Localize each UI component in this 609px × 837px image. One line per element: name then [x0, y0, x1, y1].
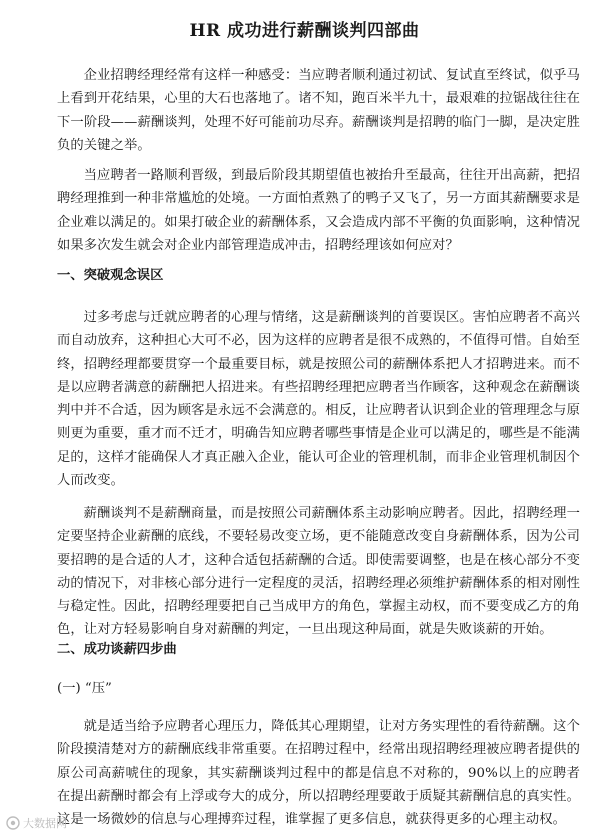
watermark-logo-icon — [6, 816, 20, 830]
paragraph-1: 企业招聘经理经常有这样一种感受：当应聘者顺利通过初试、复试直至终试，似乎马上看到开花结果，心里的大石也落地了。诸不知，跑百米半九十，最艰难的拉锯战往往在下一阶段——薪酬谈判，处理不好可能前功尽弃。薪酬谈判是招聘的临门一脚，是决定胜负的关键之举。 — [57, 68, 580, 153]
paragraph-3: 过多考虑与迁就应聘者的心理与情绪，这是薪酬谈判的首要误区。害怕应聘者不高兴而自动放弃，这种担心大可不必，因为这样的应聘者是很不成熟的，不值得可惜。自始至终，招聘经理都要贯穿一个最重要目标，就是按照公司的薪酬体系把人才招聘进来。而不是以应聘者满意的薪酬把人招进来。有些招聘经理把应聘者当作顾客，这种观念在薪酬谈判中并不合适，因为顾客是永远不会满意的。相反，让应聘者认识到企业的管理理念与原则更为重要，重才而不迁才，明确告知应聘者哪些事情是企业可以满足的，哪些是不能满足的，这样才能确保人才真正融入企业，能认可企业的管理机制，而非企业管理机制因个人而改变。 — [57, 310, 580, 489]
section-heading-1: 一、突破观念误区 — [57, 268, 164, 283]
watermark — [6, 815, 67, 831]
paragraph-2: 当应聘者一路顺利晋级，到最后阶段其期望值也被抬升至最高，往往开出高薪，把招聘经理推到一种非常尴尬的处境。一方面怕煮熟了的鸭子又飞了，另一方面其薪酬要求是企业难以满足的。如果打破企业的薪酬体系，又会造成内部不平衡的负面影响，这种情况如果多次发生就会对企业内部管理造成冲击，招聘经理该如何应对？ — [57, 168, 580, 253]
document-title: HR 成功进行薪酬谈判四部曲 — [189, 21, 420, 41]
sub-heading: (一) “压” — [57, 681, 112, 696]
watermark-text: 大数据网 — [23, 817, 67, 830]
paragraph-5: 就是适当给予应聘者心理压力，降低其心理期望，让对方务实理性的看待薪酬。这个阶段摸清楚对方的薪酬底线非常重要。在招聘过程中，经常出现招聘经理被应聘者提供的原公司高薪唬住的现象，其实薪酬谈判过程中的都是信息不对称的，90%以上的应聘者在提出薪酬时都会有上浮或夸大的成分，所以招聘经理要敢于质疑其薪酬信息的真实性。这是一场微妙的信息与心理搏弈过程，谁掌握了更多信息，就获得更多的心理主动权。 — [57, 719, 580, 828]
section-heading-2: 二、成功谈薪四步曲 — [57, 642, 177, 657]
paragraph-4: 薪酬谈判不是薪酬商量，而是按照公司薪酬体系主动影响应聘者。因此，招聘经理一定要坚持企业薪酬的底线，不要轻易改变立场，更不能随意改变自身薪酬体系，因为公司要招聘的是合适的人才，这种合适包括薪酬的合适。即使需要调整，也是在核心部分不变动的情况下，对非核心部分进行一定程度的灵活，招聘经理必须维护薪酬体系的相对刚性与稳定性。因此，招聘经理要把自己当成甲方的角色，掌握主动权，而不要变成乙方的角色，让对方轻易影响自身对薪酬的判定，一旦出现这种局面，就是失败谈薪的开始。 — [57, 506, 580, 638]
